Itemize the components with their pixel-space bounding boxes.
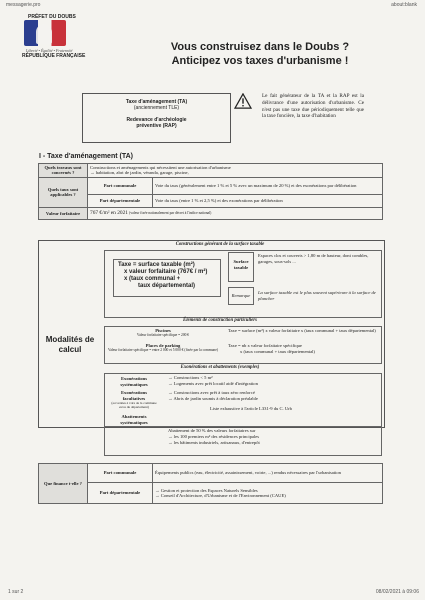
valeur-amount: 767 €/m² en 2021 (90, 210, 129, 217)
part-dept-label: Part départementale (88, 194, 153, 207)
quels-taux-label: Quels taux sont applicables ? (39, 177, 88, 207)
valeur-label: Valeur forfaitaire (39, 207, 88, 219)
piscines-sub: Valeur forfaitaire spécifique = 200 € (136, 333, 190, 337)
marianne-profile-icon (36, 24, 52, 44)
formula-line4: taux départemental) (138, 283, 196, 289)
elements-heading: Éléments de construction particuliers (183, 318, 257, 323)
part-communale-label: Part communale (88, 177, 153, 194)
taxe-formula (113, 259, 221, 297)
table-row (39, 483, 383, 504)
abat-3: → les bâtiments industriels, artisanaux, d'entrepôt (168, 440, 260, 445)
constructions-heading: Constructions générant de la surface taxable (175, 242, 265, 247)
part-dept-value: Vote du taux (entre 1 % et 2,5 %) et des exonérations par délibération (153, 194, 383, 207)
browser-header-left: messagerie.pro (6, 2, 41, 8)
table-row (39, 207, 383, 219)
browser-header-right: about:blank (391, 2, 417, 8)
ta-table (38, 163, 383, 220)
valeur-note: (valeur fixée nationalement par décret à l'indice national) (129, 211, 212, 216)
abat-label: Abattements systématiques (120, 414, 148, 425)
finance-communale-label: Part communale (88, 464, 153, 483)
marianne-logo (24, 20, 66, 46)
quels-travaux-label: Quels travaux sont concernés ? (39, 164, 88, 178)
page-title (130, 40, 390, 68)
section-title: I - Taxe d'aménagement (TA) (39, 153, 133, 160)
prefet-label: PRÉFET DU DOUBS (28, 14, 76, 20)
parking-formula-1: Taxe = nb x valeur forfaitaire spécifique (228, 343, 302, 348)
parking-sub: Valeur forfaitaire spécifique = entre 2 000 et 5 000 € (fixée par la commune) (108, 348, 218, 352)
remarque-label: Remarque (228, 287, 254, 305)
abat-2: → les 100 premiers m² des résidences principales (168, 434, 260, 439)
finance-communale-value: Équipements publics (eau, électricité, assainissement, voirie, ...) rendus nécessaires par l'urbanisation (153, 464, 383, 483)
formula-line2: x valeur forfaitaire (767€ / m²) (124, 269, 208, 275)
title-line2: Anticipez vos taxes d'urbanisme ! (171, 55, 349, 67)
exo-sys-1: → Constructions < 5 m² (168, 375, 213, 380)
table-row (39, 177, 383, 194)
surface-taxable-value: Espaces clos et couverts > 1,80 m de hauteur, dont combles, garages, sous-sols ... (258, 253, 369, 264)
warning-icon (234, 93, 252, 109)
tax-names-box (82, 93, 231, 143)
ta-name: Taxe d'aménagement (TA) (125, 99, 188, 105)
exo-fac-3: Liste exhaustive à l'article L331-9 du C. Urb (210, 406, 292, 411)
finance-dept-1: → Gestion et protection des Espaces Naturels Sensibles (155, 487, 258, 493)
modalites-label: Modalités de calcul (45, 335, 95, 354)
rap-name: Redevance d'archéologie (126, 117, 187, 123)
finance-dept-2: → Conseil d'Architecture, d'Urbanisme et de l'Environnement (CAUE) (155, 493, 286, 498)
exo-fac-2: → Abris de jardin soumis à déclaration préalable (168, 396, 258, 401)
quels-travaux-value (88, 164, 383, 178)
ta-sub: (anciennement TLE) (133, 105, 180, 111)
exo-fac-1: → Constructions avec prêt à taux zéro renforcé (168, 390, 255, 395)
quels-travaux-value-1: Constructions et aménagements qui nécessitent une autorisation d'urbanisme (90, 165, 231, 170)
piscines-formula: Taxe = surface (m²) x valeur forfaitaire x (taux communal + taux départemental) (228, 328, 376, 333)
parking-formula-2: x (taux communal + taux départemental) (240, 349, 315, 354)
print-timestamp: 08/02/2021 à 09:06 (375, 589, 419, 595)
rap-name-2: préventive (RAP) (136, 123, 177, 129)
finance-label: Que finance t-elle ? (39, 464, 88, 504)
valeur-value (88, 207, 383, 219)
republique-label: RÉPUBLIQUE FRANÇAISE (22, 53, 86, 59)
finance-dept-value (153, 483, 383, 504)
remarque-value: La surface taxable est le plus souvent supérieure à la surface de plancher (258, 290, 376, 301)
title-line1: Vous construisez dans le Doubs ? (170, 41, 350, 53)
exo-sys-label: Exonérations systématiques (120, 376, 148, 387)
exo-fac-label: Exonérations facultatives (120, 390, 148, 401)
devise: Liberté • Égalité • Fraternité (26, 48, 73, 53)
formula-line3: x (taux communal + (124, 276, 181, 282)
abat-1: Abattement de 50 % des valeurs forfaitaires sur (168, 428, 256, 433)
table-row (39, 164, 383, 178)
notice-text: Le fait générateur de la TA et la RAP est la délivrance d'une autorisation d'urbanisme. Ce n'est pas une taxe due périodiquement telle que la taxe foncière, la taxe d'habitation (262, 93, 364, 120)
table-row (39, 464, 383, 483)
part-communale-value: Vote du taux (généralement entre 1 % et 5 % avec un maximum de 20 %) et des exonérations par délibération (153, 177, 383, 194)
finance-table (38, 463, 383, 504)
quels-travaux-value-2: → habitation, abri de jardin, véranda, garage, piscine, (90, 170, 189, 176)
exo-fac-sub: (accordées à voix de la commune et/ou du département) (111, 401, 157, 409)
exonerations-heading: Exonérations et abattements (exemples) (180, 365, 260, 370)
finance-dept-label: Part départementale (88, 483, 153, 504)
page-counter: 1 sur 2 (8, 589, 24, 595)
exo-sys-2: → Logements avec prêt locatif aidé d'intégration (168, 381, 258, 386)
parking-label: Places de parking (145, 343, 181, 348)
surface-taxable-label: Surface taxable (228, 252, 254, 282)
formula-line1: Taxe = surface taxable (m²) (118, 262, 195, 268)
table-row (39, 194, 383, 207)
piscines-label: Piscines (155, 328, 171, 333)
